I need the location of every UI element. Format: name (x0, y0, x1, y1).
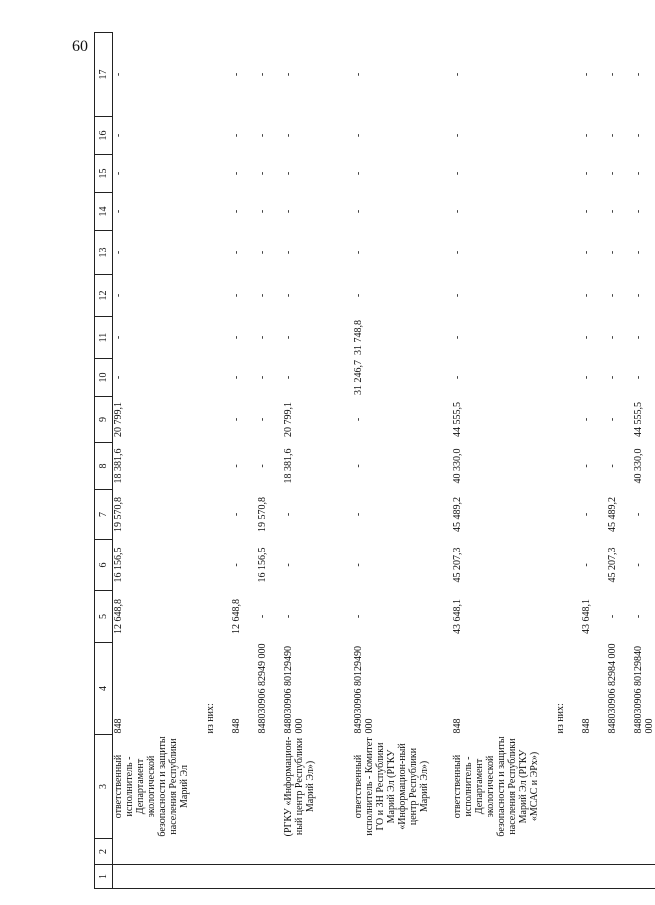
cell-value: - (283, 72, 294, 77)
cell-value (205, 117, 216, 155)
cell-value: - (353, 464, 364, 468)
column-header: 3 (95, 735, 113, 839)
cell-value: - (633, 293, 644, 298)
cell-value: - (283, 250, 294, 255)
cell-value (205, 275, 216, 317)
cell-col-2 (113, 839, 191, 865)
cell-value: - (633, 171, 644, 176)
cell-value: - (113, 133, 124, 138)
table-row (283, 33, 316, 889)
table-row (257, 33, 268, 889)
cell-value (205, 490, 216, 540)
cell-value (205, 155, 216, 193)
cell-value: - (607, 171, 618, 176)
cell-value: - (633, 133, 644, 138)
cell-value: - (353, 133, 364, 138)
cell-value: - (581, 72, 592, 77)
cell-value: - (581, 171, 592, 176)
cell-col-2 (283, 839, 316, 865)
cell-value: - (257, 209, 268, 214)
cell-value (555, 155, 566, 193)
cell-value: - (257, 72, 268, 77)
cell-value: - (283, 133, 294, 138)
cell-value: - (581, 417, 592, 422)
cell-value (555, 317, 566, 359)
column-header: 16 (95, 117, 113, 155)
cell-value: - (581, 335, 592, 340)
cell-value: - (633, 614, 644, 619)
cell-value: - (257, 375, 268, 380)
cell-value: - (231, 335, 242, 340)
cell-value: - (283, 335, 294, 340)
cell-executor (231, 735, 242, 839)
column-header: 1 (95, 865, 113, 889)
cell-col-1 (113, 865, 191, 889)
cell-value: - (113, 293, 124, 298)
cell-value: - (283, 563, 294, 567)
cell-value: - (113, 375, 124, 380)
cell-value: - (283, 171, 294, 176)
cell-executor (633, 735, 655, 839)
cell-executor (205, 735, 216, 839)
cell-code: 848030906 82949 000 (257, 643, 268, 734)
cell-value (555, 33, 566, 117)
cell-value: - (231, 171, 242, 176)
cell-value: - (581, 133, 592, 138)
table-row (555, 33, 566, 889)
column-header: 9 (95, 397, 113, 443)
cell-value: - (581, 563, 592, 567)
cell-col-2 (633, 839, 655, 865)
cell-value (205, 33, 216, 117)
cell-col-1 (633, 865, 655, 889)
cell-col-2 (607, 839, 618, 865)
cell-value: - (113, 335, 124, 340)
cell-executor (257, 735, 268, 839)
cell-value: - (257, 335, 268, 340)
column-header: 14 (95, 193, 113, 231)
cell-executor: (РГКУ «Информацион-ный центр Республики Марий Эл») (283, 736, 316, 837)
cell-col-2 (452, 839, 540, 865)
cell-code: 848 (452, 718, 463, 734)
cell-value: - (607, 250, 618, 255)
cell-executor: ответственный исполнитель - Комитет ГО и ЗН Республики Марий Эл (РГКУ «Информацион-ный центр Республики Марий Эл») (353, 737, 430, 836)
cell-col-2 (353, 839, 430, 865)
cell-value: - (581, 293, 592, 298)
cell-value: - (231, 72, 242, 77)
column-header: 5 (95, 591, 113, 643)
cell-value (555, 443, 566, 490)
column-header: 7 (95, 490, 113, 540)
cell-col-2 (205, 839, 216, 865)
cell-value: 16 156,5 (113, 547, 124, 583)
column-header: 17 (95, 33, 113, 117)
cell-value: 44 555,5 (633, 402, 644, 437)
cell-value: - (633, 335, 644, 340)
cell-value: - (607, 375, 618, 380)
cell-value (555, 275, 566, 317)
cell-value: - (607, 133, 618, 138)
cell-col-2 (581, 839, 592, 865)
cell-col-2 (231, 839, 242, 865)
cell-code: из них: (555, 703, 566, 734)
cell-value: 45 207,3 (452, 547, 463, 583)
cell-value: - (283, 375, 294, 380)
cell-value: 45 489,2 (607, 497, 618, 532)
cell-value (205, 317, 216, 359)
cell-value: 45 207,3 (607, 547, 618, 583)
cell-value: - (581, 375, 592, 380)
table-body (113, 33, 655, 889)
cell-value: - (283, 614, 294, 619)
cell-value: - (283, 293, 294, 298)
cell-code: 848 (581, 718, 592, 734)
cell-value: 31 748,8 (353, 320, 364, 355)
cell-value: 44 555,5 (452, 402, 463, 437)
cell-value: - (633, 209, 644, 214)
cell-code: 848030906 82984 000 (607, 643, 618, 734)
cell-value: 43 648,1 (452, 599, 463, 634)
cell-value: 12 648,8 (231, 599, 242, 634)
cell-value: - (452, 250, 463, 255)
cell-code: 849030906 80129490 000 (353, 646, 375, 734)
table-row (353, 33, 430, 889)
cell-value (555, 231, 566, 275)
cell-col-2 (555, 839, 566, 865)
cell-value: - (231, 375, 242, 380)
cell-value: - (607, 72, 618, 77)
cell-value: - (257, 614, 268, 619)
cell-value: - (633, 512, 644, 517)
cell-executor: ответственный исполнитель - Департамент экологической безопасности и защиты населения Республики Марий Эл (РГКУ «МСАС и ЭРх») (452, 736, 540, 837)
page-number: 60 (72, 38, 88, 55)
cell-value: - (353, 417, 364, 422)
column-header: 4 (95, 643, 113, 735)
rotated-table-page (94, 33, 655, 889)
cell-value: - (452, 335, 463, 340)
cell-value: - (257, 171, 268, 176)
cell-value: 19 570,8 (257, 497, 268, 532)
cell-value: - (353, 72, 364, 77)
cell-value: - (257, 417, 268, 422)
cell-code: 848030906 80129490 000 (283, 646, 305, 734)
cell-value: 18 381,6 (113, 448, 124, 484)
cell-value: 31 246,7 (353, 360, 364, 395)
cell-value: 12 648,8 (113, 599, 124, 634)
cell-col-1 (283, 865, 316, 889)
cell-value (555, 193, 566, 231)
cell-value: 40 330,0 (633, 448, 644, 484)
cell-value: - (353, 614, 364, 619)
cell-value (205, 397, 216, 443)
cell-col-1 (257, 865, 268, 889)
table-row (452, 33, 540, 889)
column-header: 10 (95, 359, 113, 397)
header-row (95, 33, 113, 889)
cell-value: - (231, 209, 242, 214)
cell-col-1 (555, 865, 566, 889)
cell-value: - (353, 512, 364, 517)
table-row (581, 33, 592, 889)
table-row (113, 33, 191, 889)
budget-table (94, 32, 655, 889)
cell-value: - (113, 250, 124, 255)
cell-executor (607, 735, 618, 839)
cell-value: - (231, 133, 242, 138)
cell-value: - (633, 72, 644, 77)
cell-value: - (607, 417, 618, 422)
cell-value (205, 231, 216, 275)
cell-executor (581, 735, 592, 839)
column-header: 8 (95, 443, 113, 490)
cell-value (555, 540, 566, 591)
cell-value: 43 648,1 (581, 599, 592, 634)
cell-value: - (633, 375, 644, 380)
cell-code: 848 (231, 718, 242, 734)
cell-code: 848 (113, 718, 124, 734)
cell-value: - (452, 209, 463, 214)
column-header: 2 (95, 839, 113, 865)
cell-value: - (231, 250, 242, 255)
cell-value: 45 489,2 (452, 497, 463, 532)
cell-value: - (607, 614, 618, 619)
cell-value (555, 359, 566, 397)
cell-value (205, 359, 216, 397)
cell-value: 16 156,5 (257, 547, 268, 583)
cell-value: - (607, 293, 618, 298)
cell-value: - (283, 512, 294, 517)
cell-value (555, 490, 566, 540)
cell-value: 20 799,1 (283, 402, 294, 437)
cell-col-1 (205, 865, 216, 889)
cell-value: - (353, 563, 364, 567)
cell-value: - (581, 512, 592, 517)
cell-value (205, 540, 216, 591)
cell-value: - (283, 209, 294, 214)
cell-value: - (607, 464, 618, 468)
cell-value (205, 591, 216, 643)
cell-value (555, 397, 566, 443)
cell-value: - (257, 250, 268, 255)
cell-col-1 (452, 865, 540, 889)
cell-value: - (607, 209, 618, 214)
column-header: 12 (95, 275, 113, 317)
cell-value: - (231, 464, 242, 468)
cell-value: 40 330,0 (452, 448, 463, 484)
cell-value (205, 443, 216, 490)
cell-value: - (452, 72, 463, 77)
table-row (633, 33, 655, 889)
column-header: 6 (95, 540, 113, 591)
cell-col-1 (231, 865, 242, 889)
cell-value: - (633, 250, 644, 255)
cell-value: - (353, 250, 364, 255)
cell-value: 18 381,6 (283, 448, 294, 484)
cell-value (555, 117, 566, 155)
cell-value: - (257, 464, 268, 468)
cell-value: - (231, 293, 242, 298)
cell-value: - (633, 563, 644, 567)
cell-value (205, 193, 216, 231)
column-header: 11 (95, 317, 113, 359)
cell-value: - (353, 209, 364, 214)
cell-value: - (581, 464, 592, 468)
cell-code: из них: (205, 703, 216, 734)
cell-value: 19 570,8 (113, 497, 124, 532)
cell-col-2 (257, 839, 268, 865)
cell-value: - (452, 293, 463, 298)
cell-value: - (113, 209, 124, 214)
cell-value: - (452, 171, 463, 176)
cell-col-1 (353, 865, 430, 889)
cell-value: - (231, 512, 242, 517)
cell-value: - (257, 133, 268, 138)
cell-value: - (353, 293, 364, 298)
cell-executor: ответственный исполнитель - Департамент экологической безопасности и защиты населения Республики Марий Эл (113, 736, 190, 837)
table-row (205, 33, 216, 889)
cell-value: - (452, 133, 463, 138)
cell-code: 848030906 80129840 000 (633, 646, 655, 734)
cell-col-1 (607, 865, 618, 889)
cell-value: - (113, 72, 124, 77)
cell-col-1 (581, 865, 592, 889)
table-row (607, 33, 618, 889)
column-header: 13 (95, 231, 113, 275)
cell-value: - (231, 563, 242, 567)
column-header: 15 (95, 155, 113, 193)
cell-value: - (581, 209, 592, 214)
cell-value: 20 799,1 (113, 402, 124, 437)
cell-value: - (452, 375, 463, 380)
cell-value: - (257, 293, 268, 298)
cell-executor (555, 735, 566, 839)
cell-value: - (607, 335, 618, 340)
cell-value: - (581, 250, 592, 255)
table-row (231, 33, 242, 889)
cell-value: - (353, 171, 364, 176)
cell-value: - (231, 417, 242, 422)
cell-value (555, 591, 566, 643)
cell-value: - (113, 171, 124, 176)
